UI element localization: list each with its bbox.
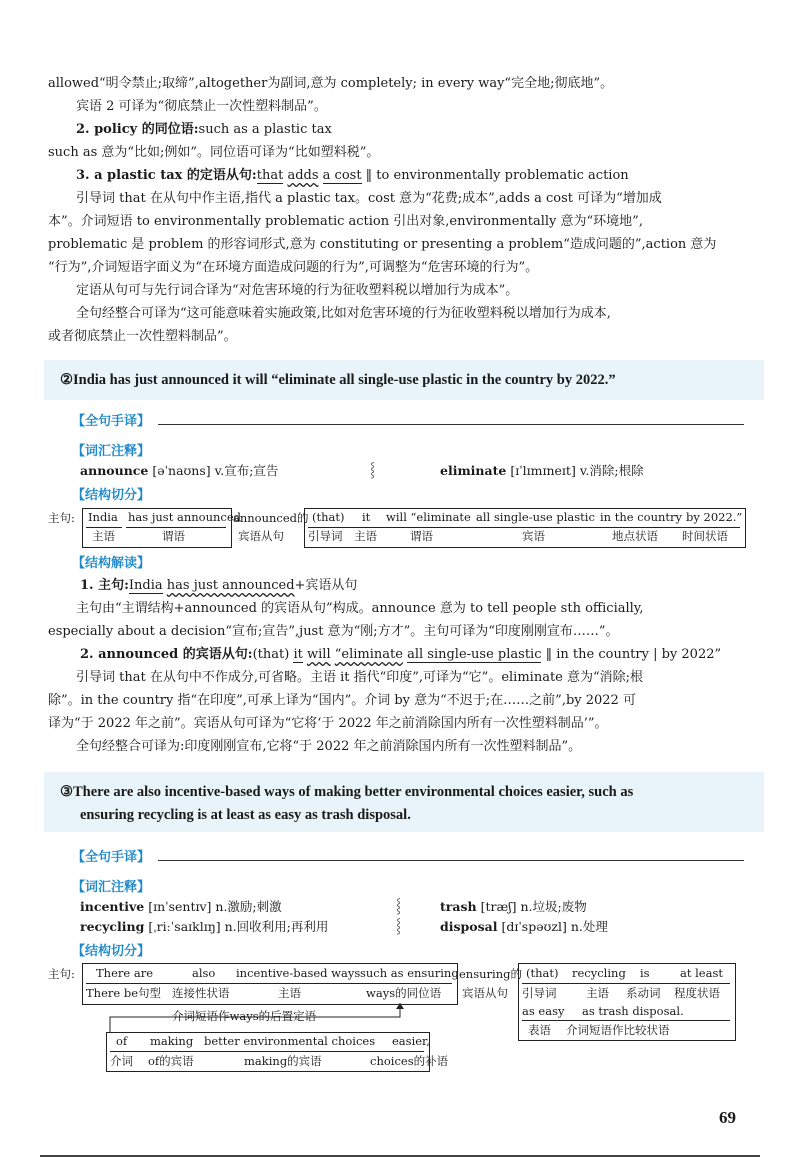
vocab-disposal: disposal [dɪˈspəʊzl] n.处理	[440, 919, 608, 934]
translation-line[interactable]	[158, 424, 744, 425]
clause-rest: ‖ to environmentally problematic action	[361, 168, 629, 183]
role-there-be: There be句型	[86, 986, 162, 1000]
role-conj: 引导词	[522, 986, 557, 1000]
role-object: 宾语	[522, 529, 545, 543]
subheading-text: such as a plastic tax	[198, 122, 332, 137]
text-line: 定语从句可与先行词合译为“对危害环境的行为征收塑料税以增加行为成本”。	[76, 283, 519, 298]
text-line: 主句由“主谓结构+announced 的宾语从句”构成。announce 意为 to tell people sth officially,	[76, 601, 644, 616]
seg-that: (that)	[526, 966, 559, 980]
role-place: 地点状语	[612, 529, 658, 543]
sentence-2: ②India has just announced it will “eliminate all single-use plastic in the country by 2022.”	[60, 372, 616, 388]
role-comparison: 介词短语作比较状语	[566, 1023, 670, 1037]
text-line: 除”。in the country 指“在印度”,可承上译为“国内”。介词 by 意为“不迟于;在……之前”,by 2022 可	[48, 693, 636, 708]
clause-a-cost: a cost	[322, 168, 362, 183]
role-predicate: 谓语	[162, 529, 185, 543]
underline	[522, 983, 730, 984]
role-predicative: 表语	[528, 1023, 551, 1037]
seg-as-trash: as trash disposal.	[582, 1004, 684, 1018]
subheading-label: 3. a plastic tax 的定语从句:	[76, 168, 257, 183]
text-line: 全句经整合可译为:印度刚刚宣布,它将“于 2022 年之前消除国内所有一次性塑料制品”。	[76, 739, 582, 754]
subheading-label: 2. policy 的同位语:	[76, 122, 199, 137]
section-label-vocab: 【词汇注释】	[72, 444, 151, 459]
role-prep: 介词	[110, 1054, 133, 1068]
seg-also: also	[192, 966, 216, 980]
seg-announced: announced的	[233, 511, 309, 525]
subheading	[76, 164, 752, 187]
seg-in: in the country	[600, 510, 683, 524]
main-clause-label: 主句:	[48, 511, 75, 525]
main-clause-label: 主句:	[48, 967, 75, 981]
vocab-recycling: recycling [ˌriːˈsaɪklɪŋ] n.回收利用;再利用	[80, 919, 329, 934]
text-line: especially about a decision“宣布;宣告”,just 意为“刚;方才”。主句可译为“印度刚刚宣布……”。	[48, 624, 619, 639]
role-obj-clause: 宾语从句	[238, 529, 284, 543]
text-line: 全句经整合可译为“这可能意味着实施政策,比如对危害环境的行为征收塑料税以增加行为成本,	[76, 306, 611, 321]
role-of-obj: of的宾语	[148, 1054, 194, 1068]
role-degree: 程度状语	[674, 986, 720, 1000]
seg-easier: easier,	[392, 1034, 430, 1048]
seg-there-are: There are	[96, 966, 154, 980]
role-time: 时间状语	[682, 529, 728, 543]
sentence-3-line1: ③There are also incentive-based ways of making better environmental choices easier, such as	[60, 784, 634, 800]
role-conj: 引导词	[308, 529, 343, 543]
vocab-trash: trash [træʃ] n.垃圾;废物	[440, 899, 587, 914]
text-line: 译为“于 2022 年之前”。宾语从句可译为“它将‘于 2022 年之前消除国内所有一次性塑料制品’”。	[48, 716, 608, 731]
page-number: 69	[719, 1108, 736, 1127]
translation-line[interactable]	[158, 860, 744, 861]
section-label-structure: 【结构切分】	[72, 944, 151, 959]
seg-will: will “eliminate	[386, 510, 471, 524]
vocab-incentive: incentive [ɪnˈsentɪv] n.激励;刺激	[80, 899, 282, 914]
seg-it: it	[362, 510, 371, 524]
seg-making: making	[150, 1034, 194, 1048]
text-line: 引导词 that 在从句中作主语,指代 a plastic tax。cost 意为“花费;成本”,adds a cost 可译为“增加成	[76, 191, 662, 206]
role-subject: 主语	[278, 986, 301, 1000]
seg-by: by 2022.”	[686, 510, 743, 524]
text-line: 宾语 2 可译为“彻底禁止一次性塑料制品”。	[76, 99, 327, 114]
role-subject: 主语	[92, 529, 115, 543]
section-label-translation: 【全句手译】	[72, 850, 151, 865]
text-line: such as 意为“比如;例如”。同位语可译为“比如塑料税”。	[48, 145, 380, 160]
role-appositive: ways的同位语	[366, 986, 442, 1000]
clause-that: that	[256, 168, 284, 183]
prep-phrase-label: 介词短语作ways的后置定语	[172, 1009, 317, 1023]
seg-better: better environmental choices	[204, 1034, 376, 1048]
seg-that: (that)	[312, 510, 345, 524]
section-label-analysis: 【结构解读】	[72, 556, 151, 571]
divider-icon: ⸾	[370, 462, 376, 478]
seg-has: has just announced	[128, 510, 241, 524]
role-conn: 连接性状语	[172, 986, 230, 1000]
section-label-translation: 【全句手译】	[72, 414, 151, 429]
subheading	[76, 118, 752, 141]
seg-recycling: recycling	[572, 966, 626, 980]
seg-india: India	[88, 510, 118, 524]
underline	[86, 983, 452, 984]
role-obj-clause: 宾语从句	[462, 986, 508, 1000]
text-line: “行为”,介词短语字面义为“在环境方面造成问题的行为”,可调整为“危害环境的行为”。	[48, 260, 539, 275]
role-predicate: 谓语	[410, 529, 433, 543]
analysis-heading: 1. 主句:India has just announced+宾语从句	[80, 578, 358, 593]
section-label-structure: 【结构切分】	[72, 488, 151, 503]
clause-adds: adds	[287, 168, 319, 183]
divider-icon: ⸾	[396, 918, 402, 934]
seg-at-least: at least	[680, 966, 723, 980]
seg-incentive: incentive-based ways	[236, 966, 361, 980]
seg-all: all single-use plastic	[476, 510, 595, 524]
seg-is: is	[640, 966, 650, 980]
role-linking: 系动词	[626, 986, 661, 1000]
text-line: problematic 是 problem 的形容词形式,意为 constituting or presenting a problem“造成问题的”,action 意为	[48, 237, 717, 252]
text-line: allowed“明令禁止;取缔”,altogether为副词,意为 completely; in every way“完全地;彻底地”。	[48, 76, 614, 91]
divider-icon: ⸾	[396, 898, 402, 914]
role-subject: 主语	[586, 986, 609, 1000]
seg-such-as: such as ensuring	[360, 966, 459, 980]
text-line: 引导词 that 在从句中不作成分,可省略。主语 it 指代“印度”,可译为“它”。eliminate 意为“消除;根	[76, 670, 644, 685]
seg-of: of	[116, 1034, 128, 1048]
role-making-obj: making的宾语	[244, 1054, 322, 1068]
text-line: 本”。介词短语 to environmentally problematic action 引出对象,environmentally 意为“环境地”,	[48, 214, 643, 229]
role-complement: choices的补语	[370, 1054, 449, 1068]
seg-ensuring: ensuring的	[459, 967, 522, 981]
seg-as-easy: as easy	[522, 1004, 565, 1018]
section-label-vocab: 【词汇注释】	[72, 880, 151, 895]
text-line: 或者彻底禁止一次性塑料制品”。	[48, 329, 237, 344]
underline	[110, 1051, 424, 1052]
underline	[522, 1020, 730, 1021]
role-subject: 主语	[354, 529, 377, 543]
vocab-eliminate: eliminate [ɪˈlɪmɪneɪt] v.消除;根除	[440, 463, 644, 478]
sentence-3-line2: ensuring recycling is at least as easy as trash disposal.	[80, 807, 411, 823]
analysis-heading: 2. announced 的宾语从句:(that) it will “eliminate all single-use plastic ‖ in the country | by 2022”	[80, 647, 722, 662]
bottom-rule	[40, 1155, 760, 1157]
vocab-announce: announce [əˈnaʊns] v.宣布;宣告	[80, 463, 279, 478]
